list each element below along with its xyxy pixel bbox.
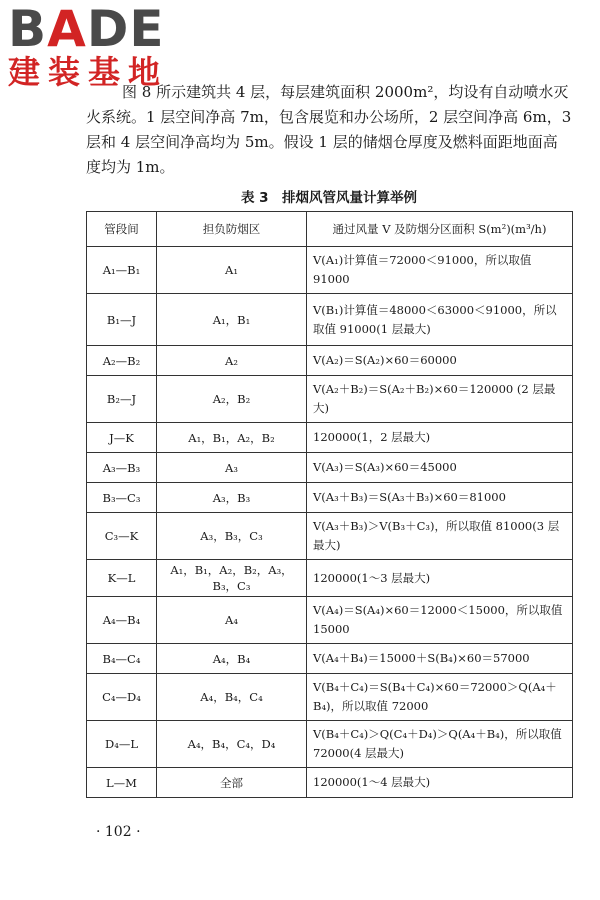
header-zones: 担负防烟区 [157, 212, 307, 247]
table-caption: 表 3 排烟风管风量计算举例 [240, 190, 418, 206]
table-row [87, 674, 573, 721]
segment-cell: B₁—J [87, 294, 157, 346]
segment-cell: A₂—B₂ [87, 346, 157, 376]
value-cell: 120000(1～3 层最大) [307, 560, 573, 597]
intro-paragraph [86, 80, 572, 180]
zones-cell: A₁，B₁，A₂，B₂，A₃，B₃，C₃ [157, 560, 307, 597]
zones-cell: A₂ [157, 346, 307, 376]
page-number: · 102 · [96, 824, 141, 840]
table-row [87, 346, 573, 376]
zones-cell: A₄，B₄，C₄ [157, 674, 307, 721]
table-row [87, 644, 573, 674]
segment-cell: A₄—B₄ [87, 597, 157, 644]
table-header-row [87, 212, 573, 247]
table-body [87, 247, 573, 798]
value-cell: V(A₂＋B₂)＝S(A₂＋B₂)×60＝120000 (2 层最大) [307, 376, 573, 423]
zones-cell: 全部 [157, 768, 307, 798]
value-cell: V(A₁)计算值＝72000＜91000，所以取值 91000 [307, 247, 573, 294]
table-row [87, 294, 573, 346]
segment-cell: K—L [87, 560, 157, 597]
table-row [87, 423, 573, 453]
zones-cell: A₃ [157, 453, 307, 483]
zones-cell: A₁，B₁ [157, 294, 307, 346]
zones-cell: A₄，B₄，C₄，D₄ [157, 721, 307, 768]
segment-cell: B₂—J [87, 376, 157, 423]
value-cell: V(B₄＋C₄)＞Q(C₄＋D₄)＞Q(A₄＋B₄)，所以取值 72000(4 层最大) [307, 721, 573, 768]
value-cell: V(A₄)＝S(A₄)×60＝12000＜15000，所以取值 15000 [307, 597, 573, 644]
value-cell: 120000(1～4 层最大) [307, 768, 573, 798]
table-row [87, 560, 573, 597]
segment-cell: A₃—B₃ [87, 453, 157, 483]
smoke-duct-table [86, 211, 573, 798]
table-row [87, 247, 573, 294]
table-row [87, 597, 573, 644]
segment-cell: B₃—C₃ [87, 483, 157, 513]
value-cell: V(A₃＋B₃)＞V(B₃＋C₃)，所以取值 81000(3 层最大) [307, 513, 573, 560]
value-cell: V(A₃)＝S(A₃)×60＝45000 [307, 453, 573, 483]
segment-cell: A₁—B₁ [87, 247, 157, 294]
value-cell: 120000(1，2 层最大) [307, 423, 573, 453]
logo-letter-a: A [47, 0, 87, 58]
value-cell: V(A₃＋B₃)＝S(A₃＋B₃)×60＝81000 [307, 483, 573, 513]
intro-text: 图 8 所示建筑共 4 层，每层建筑面积 2000m²，均设有自动喷水灭火系统。1 层空间净高 7m，包含展览和办公场所，2 层空间净高 6m，3 层和 4 层空间净高均为 5m。假设 1 层的储烟仓厚度及燃料面距地面高度均为 1m。 [86, 83, 572, 176]
zones-cell: A₁ [157, 247, 307, 294]
zones-cell: A₄，B₄ [157, 644, 307, 674]
header-value: 通过风量 V 及防烟分区面积 S(m²)(m³/h) [307, 212, 573, 247]
segment-cell: C₄—D₄ [87, 674, 157, 721]
value-cell: V(A₄＋B₄)＝15000＋S(B₄)×60＝57000 [307, 644, 573, 674]
zones-cell: A₃，B₃ [157, 483, 307, 513]
zones-cell: A₃，B₃，C₃ [157, 513, 307, 560]
table-row [87, 513, 573, 560]
segment-cell: J—K [87, 423, 157, 453]
logo-wordmark [8, 2, 168, 56]
value-cell: V(A₂)＝S(A₂)×60＝60000 [307, 346, 573, 376]
value-cell: V(B₁)计算值＝48000＜63000＜91000，所以取值 91000(1 层最大) [307, 294, 573, 346]
table-row [87, 376, 573, 423]
zones-cell: A₄ [157, 597, 307, 644]
segment-cell: C₃—K [87, 513, 157, 560]
zones-cell: A₁，B₁，A₂，B₂ [157, 423, 307, 453]
table-row [87, 483, 573, 513]
logo-subtitle: 建装基地 [8, 53, 169, 91]
table-row [87, 768, 573, 798]
segment-cell: D₄—L [87, 721, 157, 768]
zones-cell: A₂，B₂ [157, 376, 307, 423]
table-row [87, 721, 573, 768]
logo-letters-de: DE [86, 0, 165, 58]
header-segment: 管段间 [87, 212, 157, 247]
logo-letter-b: B [8, 0, 48, 58]
segment-cell: B₄—C₄ [87, 644, 157, 674]
segment-cell: L—M [87, 768, 157, 798]
table-row [87, 453, 573, 483]
value-cell: V(B₄＋C₄)＝S(B₄＋C₄)×60＝72000＞Q(A₄＋B₄)，所以取值 72000 [307, 674, 573, 721]
bade-logo [8, 2, 168, 90]
